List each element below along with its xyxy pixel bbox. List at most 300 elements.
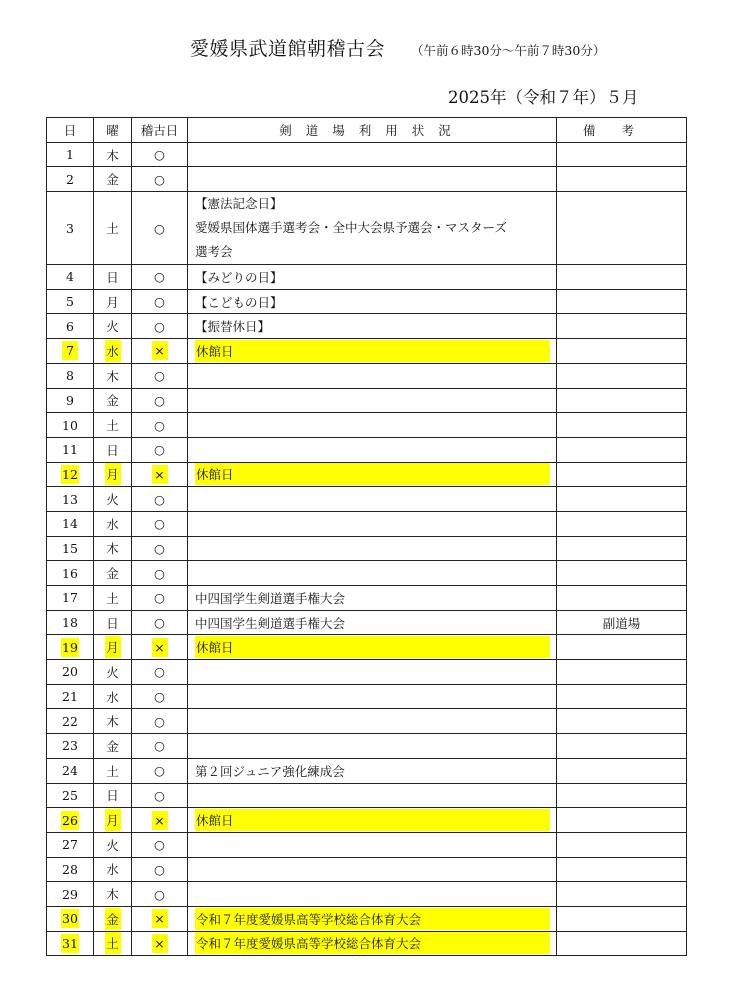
practice-cell xyxy=(132,339,188,364)
table-row xyxy=(47,339,687,364)
day-cell xyxy=(47,808,94,833)
table-row xyxy=(47,192,687,265)
table-row xyxy=(47,167,687,192)
day-cell xyxy=(47,462,94,487)
weekday-cell xyxy=(94,192,132,265)
day-cell xyxy=(47,192,94,265)
day-cell xyxy=(47,487,94,512)
status-cell xyxy=(188,413,557,438)
schedule-table xyxy=(46,117,687,956)
practice-cell-text: ○ xyxy=(154,565,165,581)
weekday-cell-text: 火 xyxy=(106,664,119,680)
weekday-cell xyxy=(94,586,132,611)
weekday-cell xyxy=(94,462,132,487)
note-cell xyxy=(557,734,687,759)
weekday-cell-text: 木 xyxy=(106,368,119,384)
practice-cell-text: × xyxy=(152,638,168,657)
table-row xyxy=(47,413,687,438)
weekday-cell-text: 日 xyxy=(106,615,119,631)
day-cell-text: 17 xyxy=(62,590,78,606)
status-cell xyxy=(188,734,557,759)
day-cell-text: 16 xyxy=(62,565,78,581)
practice-cell-text: × xyxy=(152,909,168,928)
status-cell xyxy=(188,462,557,487)
day-cell-text: 2 xyxy=(66,171,74,187)
day-cell-text: 14 xyxy=(62,516,78,532)
weekday-cell-text: 月 xyxy=(105,809,121,831)
practice-cell xyxy=(132,413,188,438)
practice-cell xyxy=(132,586,188,611)
weekday-cell-text: 土 xyxy=(106,590,119,606)
table-row xyxy=(47,635,687,660)
table-row xyxy=(47,684,687,709)
weekday-cell-text: 月 xyxy=(105,636,121,658)
practice-cell xyxy=(132,734,188,759)
note-cell xyxy=(557,314,687,339)
practice-cell-text: × xyxy=(152,465,168,484)
table-row xyxy=(47,536,687,561)
note-cell xyxy=(557,931,687,956)
weekday-cell xyxy=(94,289,132,314)
table-row xyxy=(47,487,687,512)
practice-cell-text: ○ xyxy=(154,664,165,680)
day-cell-text: 24 xyxy=(62,763,78,779)
table-row xyxy=(47,462,687,487)
practice-cell-text: ○ xyxy=(154,318,165,334)
table-header-row xyxy=(47,118,687,143)
status-text: 中四国学生剣道選手権大会 xyxy=(195,615,346,631)
note-cell xyxy=(557,906,687,931)
practice-cell xyxy=(132,906,188,931)
weekday-cell xyxy=(94,832,132,857)
weekday-cell xyxy=(94,388,132,413)
table-row xyxy=(47,437,687,462)
weekday-cell-text: 木 xyxy=(106,541,119,557)
day-cell-text: 27 xyxy=(62,837,78,853)
practice-cell-text: ○ xyxy=(154,171,165,187)
weekday-cell-text: 金 xyxy=(106,172,119,188)
status-cell xyxy=(188,832,557,857)
day-cell-text: 9 xyxy=(66,392,74,408)
weekday-cell-text: 木 xyxy=(106,714,119,730)
note-cell xyxy=(557,709,687,734)
table-row xyxy=(47,906,687,931)
day-cell-text: 1 xyxy=(66,147,74,163)
day-cell-text: 13 xyxy=(62,491,78,507)
practice-cell-text: ○ xyxy=(154,738,165,754)
note-cell xyxy=(557,660,687,685)
note-cell xyxy=(557,882,687,907)
day-cell-text: 31 xyxy=(62,935,78,951)
practice-cell xyxy=(132,808,188,833)
weekday-cell-text: 水 xyxy=(106,689,119,705)
practice-cell xyxy=(132,660,188,685)
weekday-cell-text: 水 xyxy=(106,862,119,878)
time-note: （午前６時30分～午前７時30分） xyxy=(411,43,606,58)
status-cell xyxy=(188,437,557,462)
day-cell-text: 28 xyxy=(62,861,78,877)
practice-cell xyxy=(132,314,188,339)
status-cell xyxy=(188,684,557,709)
day-cell-text: 23 xyxy=(62,738,78,754)
weekday-cell xyxy=(94,437,132,462)
day-cell-text: 30 xyxy=(62,911,78,927)
table-row xyxy=(47,758,687,783)
day-cell xyxy=(47,167,94,192)
note-cell xyxy=(557,758,687,783)
day-cell xyxy=(47,339,94,364)
weekday-cell xyxy=(94,561,132,586)
day-cell xyxy=(47,931,94,956)
weekday-cell-text: 土 xyxy=(105,932,121,954)
weekday-cell-text: 水 xyxy=(105,340,121,362)
practice-cell-text: ○ xyxy=(154,763,165,779)
weekday-cell xyxy=(94,857,132,882)
status-cell xyxy=(188,142,557,167)
day-cell-text: 7 xyxy=(62,341,78,360)
status-cell xyxy=(188,882,557,907)
status-text: 【こどもの日】 xyxy=(195,294,283,310)
table-row xyxy=(47,660,687,685)
table-row xyxy=(47,142,687,167)
status-text: 令和７年度愛媛県高等学校総合体育大会 xyxy=(195,932,550,954)
note-cell xyxy=(557,783,687,808)
weekday-cell-text: 金 xyxy=(106,393,119,409)
weekday-cell xyxy=(94,265,132,290)
table-row xyxy=(47,857,687,882)
note-cell xyxy=(557,586,687,611)
practice-cell xyxy=(132,388,188,413)
weekday-cell xyxy=(94,931,132,956)
day-cell xyxy=(47,758,94,783)
practice-cell xyxy=(132,536,188,561)
table-row xyxy=(47,610,687,635)
day-cell xyxy=(47,511,94,536)
practice-cell-text: ○ xyxy=(154,540,165,556)
day-cell xyxy=(47,536,94,561)
status-text: 第２回ジュニア強化練成会 xyxy=(195,763,345,779)
weekday-cell-text: 土 xyxy=(106,221,119,237)
practice-cell-text: ○ xyxy=(154,491,165,507)
status-cell xyxy=(188,808,557,833)
day-cell xyxy=(47,586,94,611)
table-row xyxy=(47,511,687,536)
practice-cell xyxy=(132,511,188,536)
weekday-cell-text: 日 xyxy=(106,442,119,458)
status-line: 愛媛県国体選手選考会・全中大会県予選会・マスターズ xyxy=(195,220,507,236)
weekday-cell xyxy=(94,142,132,167)
practice-cell xyxy=(132,561,188,586)
practice-cell-text: ○ xyxy=(154,294,165,310)
day-cell xyxy=(47,684,94,709)
note-cell xyxy=(557,610,687,635)
day-cell-text: 8 xyxy=(66,368,74,384)
note-cell xyxy=(557,684,687,709)
practice-cell-text: ○ xyxy=(154,886,165,902)
day-cell xyxy=(47,783,94,808)
weekday-cell xyxy=(94,167,132,192)
status-text: 中四国学生剣道選手権大会 xyxy=(195,590,346,606)
status-cell xyxy=(188,314,557,339)
day-cell xyxy=(47,635,94,660)
status-cell xyxy=(188,363,557,388)
weekday-cell xyxy=(94,536,132,561)
weekday-cell xyxy=(94,314,132,339)
status-cell xyxy=(188,783,557,808)
note-cell xyxy=(557,265,687,290)
day-cell xyxy=(47,610,94,635)
table-row xyxy=(47,586,687,611)
note-cell xyxy=(557,167,687,192)
status-cell xyxy=(188,511,557,536)
practice-cell xyxy=(132,167,188,192)
weekday-cell xyxy=(94,734,132,759)
day-cell xyxy=(47,906,94,931)
day-cell xyxy=(47,882,94,907)
table-row xyxy=(47,561,687,586)
status-cell xyxy=(188,536,557,561)
practice-cell xyxy=(132,684,188,709)
table-row xyxy=(47,265,687,290)
schedule-date: 2025年（令和７年）５月 xyxy=(448,88,639,107)
note-cell xyxy=(557,192,687,265)
weekday-cell-text: 土 xyxy=(106,418,119,434)
weekday-cell xyxy=(94,610,132,635)
practice-cell xyxy=(132,882,188,907)
weekday-cell-text: 月 xyxy=(105,463,121,485)
day-cell xyxy=(47,561,94,586)
day-cell xyxy=(47,857,94,882)
day-cell xyxy=(47,832,94,857)
weekday-cell-text: 木 xyxy=(106,887,119,903)
day-cell-text: 21 xyxy=(62,689,78,705)
day-cell-text: 18 xyxy=(62,615,78,631)
day-cell xyxy=(47,314,94,339)
practice-cell-text: ○ xyxy=(154,787,165,803)
status-cell xyxy=(188,931,557,956)
weekday-cell-text: 火 xyxy=(106,319,119,335)
practice-cell xyxy=(132,363,188,388)
table-row xyxy=(47,808,687,833)
status-text: 休館日 xyxy=(195,636,550,658)
day-cell xyxy=(47,289,94,314)
day-cell-text: 3 xyxy=(66,220,74,236)
practice-cell-text: ○ xyxy=(154,368,165,384)
weekday-cell xyxy=(94,758,132,783)
practice-cell xyxy=(132,142,188,167)
table-row xyxy=(47,314,687,339)
title-text: 愛媛県武道館朝稽古会 xyxy=(190,38,386,60)
weekday-cell-text: 土 xyxy=(106,763,119,779)
status-cell xyxy=(188,857,557,882)
practice-cell-text: ○ xyxy=(154,392,165,408)
day-cell xyxy=(47,709,94,734)
status-cell xyxy=(188,192,557,265)
table-row xyxy=(47,388,687,413)
weekday-cell-text: 金 xyxy=(106,738,119,754)
weekday-cell xyxy=(94,487,132,512)
note-cell xyxy=(557,808,687,833)
day-cell-text: 10 xyxy=(62,417,78,433)
status-cell xyxy=(188,339,557,364)
header-note: 備考 xyxy=(557,118,687,143)
weekday-cell xyxy=(94,511,132,536)
day-cell-text: 29 xyxy=(62,886,78,902)
day-cell xyxy=(47,660,94,685)
day-cell xyxy=(47,142,94,167)
weekday-cell-text: 日 xyxy=(106,269,119,285)
note-cell xyxy=(557,388,687,413)
status-text: 休館日 xyxy=(195,463,550,485)
header-day: 日 xyxy=(47,118,94,143)
note-cell xyxy=(557,487,687,512)
day-cell-text: 5 xyxy=(66,294,74,310)
note-cell xyxy=(557,536,687,561)
note-text: 副道場 xyxy=(602,615,641,631)
practice-cell xyxy=(132,487,188,512)
weekday-cell xyxy=(94,684,132,709)
practice-cell-text: ○ xyxy=(154,837,165,853)
weekday-cell-text: 金 xyxy=(106,566,119,582)
day-cell-text: 6 xyxy=(66,318,74,334)
practice-cell-text: ○ xyxy=(154,417,165,433)
day-cell xyxy=(47,388,94,413)
status-cell xyxy=(188,561,557,586)
status-cell xyxy=(188,610,557,635)
practice-cell xyxy=(132,758,188,783)
weekday-cell xyxy=(94,413,132,438)
weekday-cell xyxy=(94,783,132,808)
status-cell xyxy=(188,635,557,660)
day-cell xyxy=(47,363,94,388)
practice-cell xyxy=(132,462,188,487)
status-text: 【振替休日】 xyxy=(195,319,271,335)
weekday-cell-text: 日 xyxy=(106,788,119,804)
table-row xyxy=(47,832,687,857)
status-cell xyxy=(188,388,557,413)
practice-cell xyxy=(132,832,188,857)
note-cell xyxy=(557,363,687,388)
status-cell xyxy=(188,265,557,290)
practice-cell-text: ○ xyxy=(154,861,165,877)
header-weekday: 曜 xyxy=(94,118,132,143)
day-cell-text: 20 xyxy=(62,664,78,680)
day-cell xyxy=(47,437,94,462)
table-row xyxy=(47,931,687,956)
weekday-cell-text: 金 xyxy=(105,908,121,930)
practice-cell-text: ○ xyxy=(154,442,165,458)
status-cell xyxy=(188,289,557,314)
note-cell xyxy=(557,142,687,167)
weekday-cell-text: 木 xyxy=(106,147,119,163)
status-text: 休館日 xyxy=(195,340,550,362)
practice-cell xyxy=(132,289,188,314)
practice-cell-text: ○ xyxy=(154,713,165,729)
practice-cell-text: ○ xyxy=(154,516,165,532)
day-cell-text: 22 xyxy=(62,713,78,729)
status-text: 休館日 xyxy=(195,809,550,831)
practice-cell xyxy=(132,931,188,956)
weekday-cell-text: 火 xyxy=(106,837,119,853)
status-line: 【憲法記念日】 xyxy=(195,196,283,212)
note-cell xyxy=(557,635,687,660)
weekday-cell xyxy=(94,906,132,931)
status-line: 選考会 xyxy=(195,244,233,260)
status-cell xyxy=(188,906,557,931)
weekday-cell xyxy=(94,339,132,364)
note-cell xyxy=(557,462,687,487)
practice-cell-text: ○ xyxy=(154,220,165,236)
status-cell xyxy=(188,167,557,192)
note-cell xyxy=(557,561,687,586)
note-cell xyxy=(557,511,687,536)
practice-cell-text: ○ xyxy=(154,615,165,631)
note-cell xyxy=(557,832,687,857)
table-body xyxy=(47,142,687,956)
day-cell-text: 11 xyxy=(62,442,78,458)
practice-cell-text: ○ xyxy=(154,689,165,705)
day-cell xyxy=(47,413,94,438)
table-row xyxy=(47,709,687,734)
note-cell xyxy=(557,413,687,438)
weekday-cell xyxy=(94,363,132,388)
page-title xyxy=(190,34,605,61)
table-row xyxy=(47,734,687,759)
status-cell xyxy=(188,660,557,685)
practice-cell-text: × xyxy=(152,934,168,953)
weekday-cell xyxy=(94,635,132,660)
practice-cell-text: ○ xyxy=(154,590,165,606)
practice-cell-text: × xyxy=(152,341,168,360)
weekday-cell-text: 水 xyxy=(106,516,119,532)
status-cell xyxy=(188,758,557,783)
practice-cell xyxy=(132,857,188,882)
note-cell xyxy=(557,289,687,314)
day-cell xyxy=(47,265,94,290)
table-row xyxy=(47,882,687,907)
note-cell xyxy=(557,857,687,882)
practice-cell xyxy=(132,709,188,734)
status-text: 令和７年度愛媛県高等学校総合体育大会 xyxy=(195,908,550,930)
weekday-cell-text: 月 xyxy=(106,294,119,310)
practice-cell-text: ○ xyxy=(154,147,165,163)
day-cell-text: 4 xyxy=(66,269,74,285)
status-cell xyxy=(188,709,557,734)
status-text: 【みどりの日】 xyxy=(195,269,283,285)
day-cell-text: 26 xyxy=(62,812,78,828)
note-cell xyxy=(557,437,687,462)
practice-cell xyxy=(132,610,188,635)
day-cell-text: 19 xyxy=(62,639,78,655)
practice-cell xyxy=(132,192,188,265)
weekday-cell xyxy=(94,660,132,685)
table-row xyxy=(47,783,687,808)
practice-cell-text: ○ xyxy=(154,269,165,285)
status-cell xyxy=(188,586,557,611)
table-row xyxy=(47,363,687,388)
note-cell xyxy=(557,339,687,364)
weekday-cell xyxy=(94,882,132,907)
status-cell xyxy=(188,487,557,512)
practice-cell xyxy=(132,783,188,808)
table-row xyxy=(47,289,687,314)
day-cell-text: 25 xyxy=(62,787,78,803)
day-cell-text: 12 xyxy=(62,466,78,482)
practice-cell xyxy=(132,437,188,462)
weekday-cell-text: 火 xyxy=(106,492,119,508)
practice-cell xyxy=(132,635,188,660)
weekday-cell xyxy=(94,808,132,833)
